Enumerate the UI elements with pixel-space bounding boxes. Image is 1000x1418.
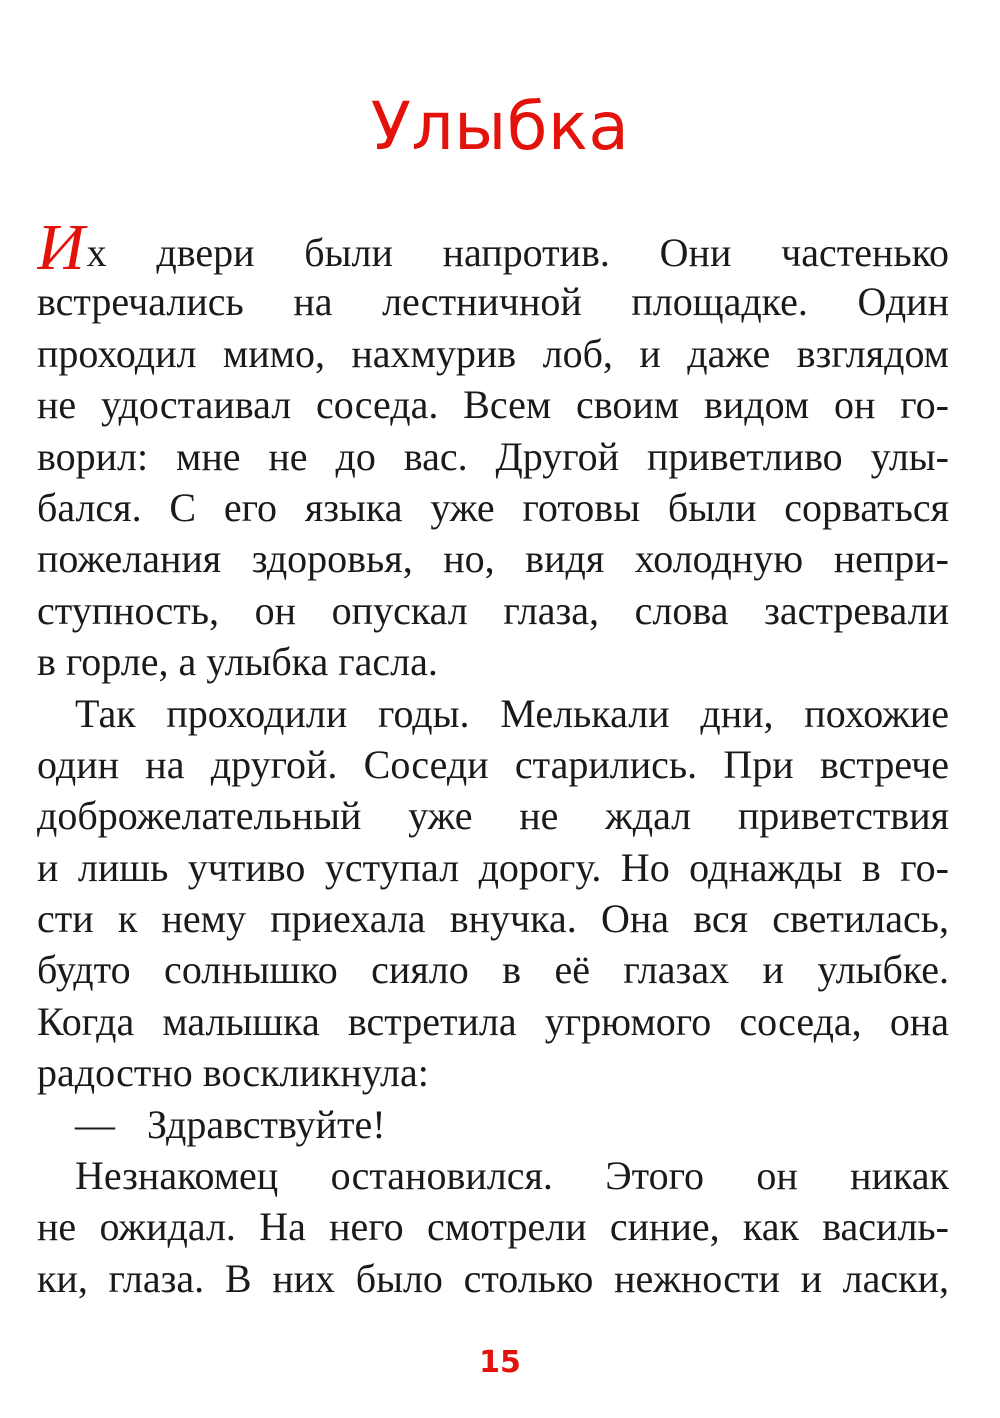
story-text	[37, 225, 949, 1304]
page-number: 15	[479, 1345, 521, 1380]
text-line: будто солнышко сияло в её глазах и улыбке.	[37, 947, 949, 993]
text-line: Незнакомец остановился. Этого он никак	[75, 1153, 949, 1199]
paragraph-4	[37, 1150, 949, 1304]
text-line: встречались на лестничной площадке. Один	[37, 279, 949, 325]
dialogue-text: Здравствуйте!	[147, 1101, 386, 1147]
text-line: пожелания здоровья, но, видя холодную непри-	[37, 536, 949, 582]
text-line: сти к нему приехала внучка. Она вся светилась,	[37, 896, 949, 942]
paragraph-3-dialogue	[37, 1099, 949, 1150]
paragraph-2	[37, 688, 949, 1099]
dialogue-dash: —	[75, 1101, 115, 1147]
text-line: в горле, а улыбка гасла.	[37, 639, 438, 685]
text-line: один на другой. Соседи старились. При встрече	[37, 741, 949, 787]
drop-cap: И	[37, 225, 85, 277]
text-line: не ожидал. На него смотрели синие, как василь-	[37, 1204, 949, 1250]
page-title: Улыбка	[370, 88, 630, 165]
text-line: ки, глаза. В них было столько нежности и ласки,	[37, 1255, 949, 1301]
paragraph-1	[37, 225, 949, 688]
text-line: и лишь учтиво уступал дорогу. Но однажды в го-	[37, 844, 949, 890]
text-line	[37, 1099, 949, 1150]
text-line: не удостаивал соседа. Всем своим видом он го-	[37, 382, 949, 428]
text-line: ступность, он опускал глаза, слова застревали	[37, 587, 949, 633]
text-line: проходил мимо, нахмурив лоб, и даже взглядом	[37, 330, 949, 376]
text-line: доброжелательный уже не ждал приветствия	[37, 793, 949, 839]
line-text: х двери были напротив. Они частенько	[86, 230, 949, 275]
text-line: бался. С его языка уже готовы были сорваться	[37, 484, 949, 530]
text-line: Так проходили годы. Мелькали дни, похожие	[75, 690, 949, 736]
text-line	[37, 225, 949, 276]
text-line: Когда малышка встретила угрюмого соседа, она	[37, 998, 949, 1044]
text-line: ворил: мне не до вас. Другой приветливо улы-	[37, 433, 949, 479]
text-line: радостно воскликнула:	[37, 1050, 429, 1096]
